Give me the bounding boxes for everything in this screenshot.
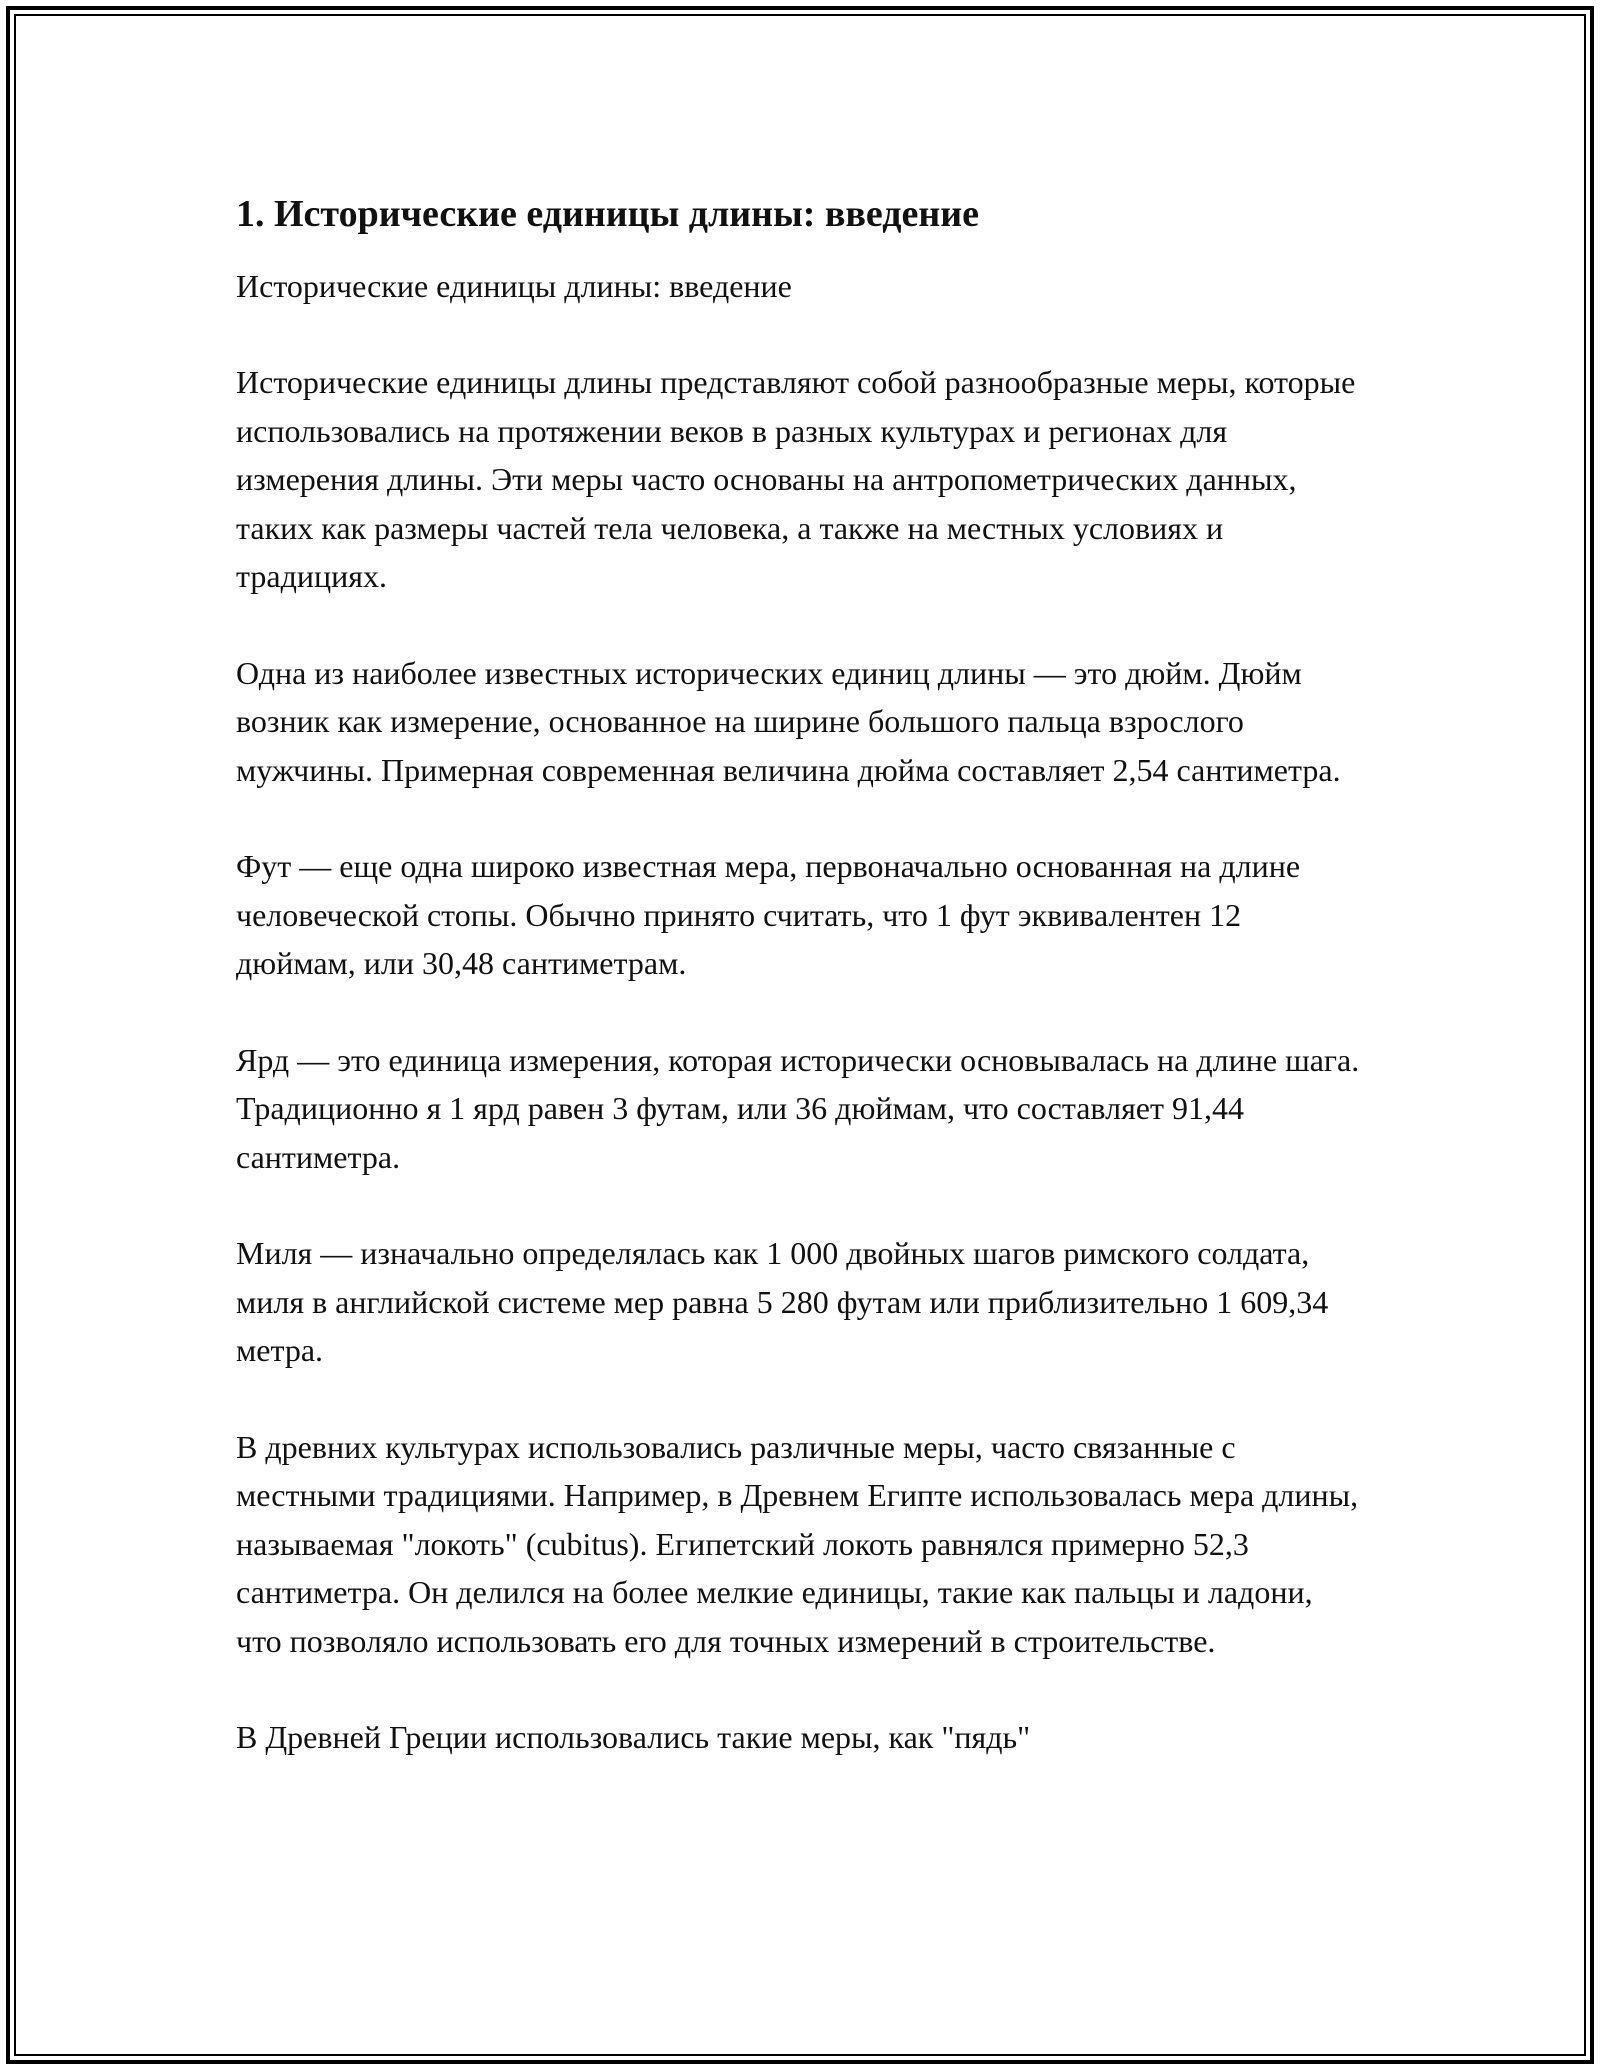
paragraph-inch: Одна из наиболее известных исторических единиц длины — это дюйм. Дюйм возник как измерение, основанное на ширине большого пальца взрослого мужчины. Примерная современная величина дюйма составляет 2,54 сантиметра. [236, 654, 1341, 788]
paragraph-intro: Исторические единицы длины представляют собой разнообразные меры, которые использовались на протяжении веков в разных культурах и регионах для измерения длины. Эти меры часто основаны на антропометрических данных, таких как размеры частей тела человека, а также на местных условиях и традициях. [236, 364, 1356, 594]
document-body [236, 190, 1366, 1762]
paragraph-yard: Ярд — это единица измерения, которая исторически основывалась на длине шага. Традиционно я 1 ярд равен 3 футам, или 36 дюймам, что составляет 91,44 сантиметра. [236, 1041, 1360, 1175]
paragraph-foot: Фут — еще одна широко известная мера, первоначально основанная на длине человеческой стопы. Обычно принято считать, что 1 фут эквивалентен 12 дюймам, или 30,48 сантиметрам. [236, 848, 1301, 981]
section-heading: 1. Исторические единицы длины: введение [236, 193, 980, 235]
paragraph-mile: Миля — изначально определялась как 1 000 двойных шагов римского солдата, миля в английской системе мер равна 5 280 футам или приблизительно 1 609,34 метра. [236, 1235, 1329, 1368]
section-subtitle: Исторические единицы длины: введение [236, 268, 792, 304]
paragraph-ancient-cultures: В древних культурах использовались различные меры, часто связанные с местными традициями. Например, в Древнем Египте использовалась мера длины, называемая "локоть" (cubitus). Египетский локоть равнялся примерно 52,3 сантиметра. Он делился на более мелкие единицы, такие как пальцы и ладони, что позволяло использовать его для точных измерений в строительстве. [236, 1428, 1359, 1659]
paragraph-ancient-greece: В Древней Греции использовались такие меры, как "пядь" [236, 1719, 1031, 1755]
